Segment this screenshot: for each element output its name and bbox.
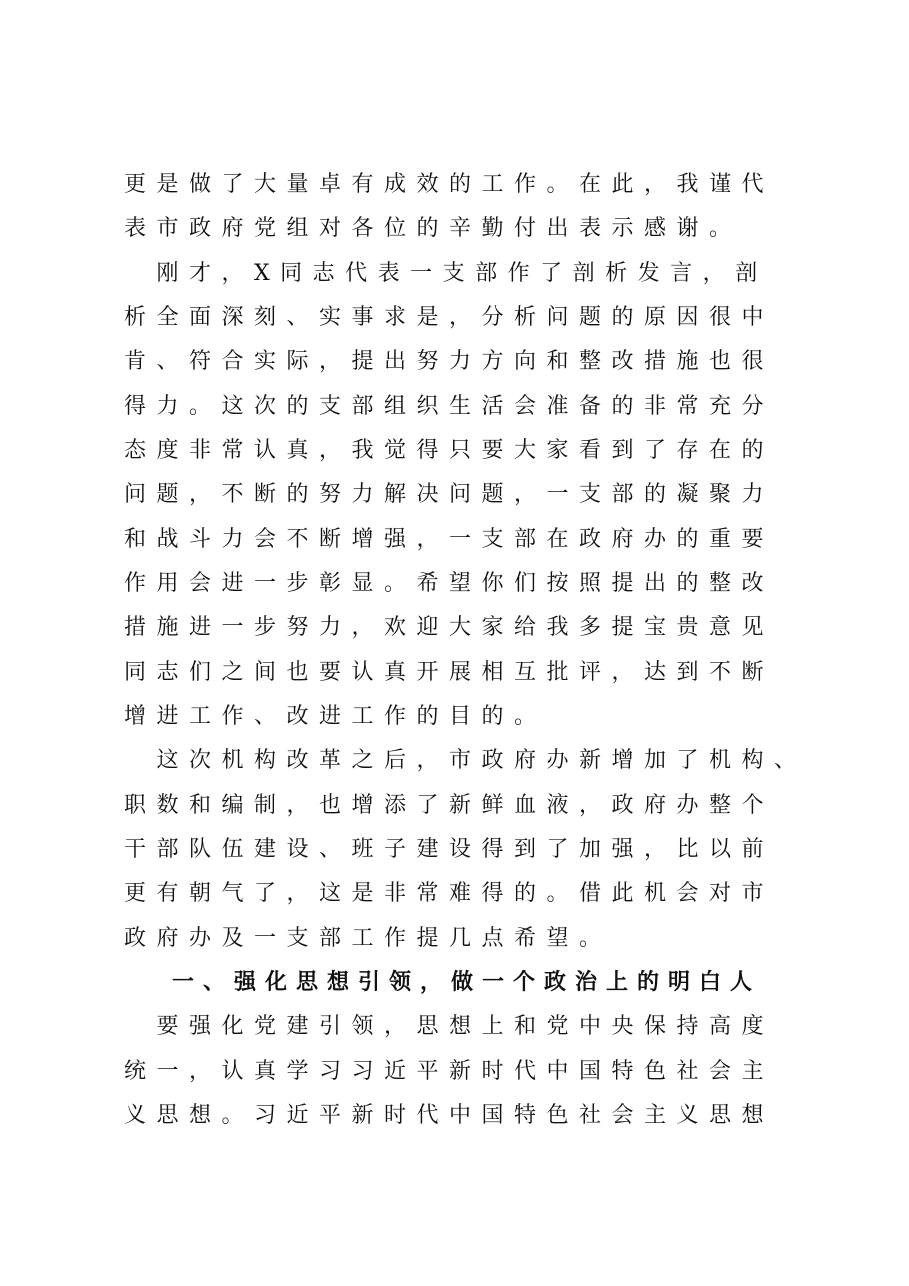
text-line: 增进工作、改进工作的目的。 (124, 704, 547, 729)
text-line: 更是做了大量卓有成效的工作。在此，我谨代 (124, 172, 775, 197)
text-line: 这次机构改革之后，市政府办新增加了机构、 (124, 748, 807, 773)
text-line: 问题，不断的努力解决问题，一支部的凝聚力 (124, 482, 775, 507)
text-line: 和战斗力会不断增强，一支部在政府办的重要 (124, 527, 775, 552)
text-line: 职数和编制，也增添了新鲜血液，政府办整个 (124, 793, 775, 818)
text-line: 要强化党建引领，思想上和党中央保持高度 (124, 1014, 775, 1039)
text-line: 同志们之间也要认真开展相互批评，达到不断 (124, 660, 775, 685)
text-line: 肯、符合实际，提出努力方向和整改措施也很 (124, 349, 775, 374)
text-line: 表市政府党组对各位的辛勤付出表示感谢。 (124, 216, 742, 241)
text-line: 干部队伍建设、班子建设得到了加强，比以前 (124, 837, 775, 862)
section-heading: 一、强化思想引领，做一个政治上的明白人 (172, 970, 762, 995)
text-line: 措施进一步努力，欢迎大家给我多提宝贵意见 (124, 615, 775, 640)
text-line: 义思想。习近平新时代中国特色社会主义思想 (124, 1103, 775, 1128)
text-line: 析全面深刻、实事求是，分析问题的原因很中 (124, 305, 775, 330)
text-line: 态度非常认真，我觉得只要大家看到了存在的 (124, 438, 775, 463)
text-line: 刚才，X同志代表一支部作了剖析发言，剖 (124, 261, 768, 286)
text-line: 得力。这次的支部组织生活会准备的非常充分 (124, 394, 775, 419)
text-line: 统一，认真学习习近平新时代中国特色社会主 (124, 1059, 775, 1084)
text-line: 作用会进一步彰显。希望你们按照提出的整改 (124, 571, 775, 596)
text-line: 政府办及一支部工作提几点希望。 (124, 926, 612, 951)
text-line: 更有朝气了，这是非常难得的。借此机会对市 (124, 881, 775, 906)
